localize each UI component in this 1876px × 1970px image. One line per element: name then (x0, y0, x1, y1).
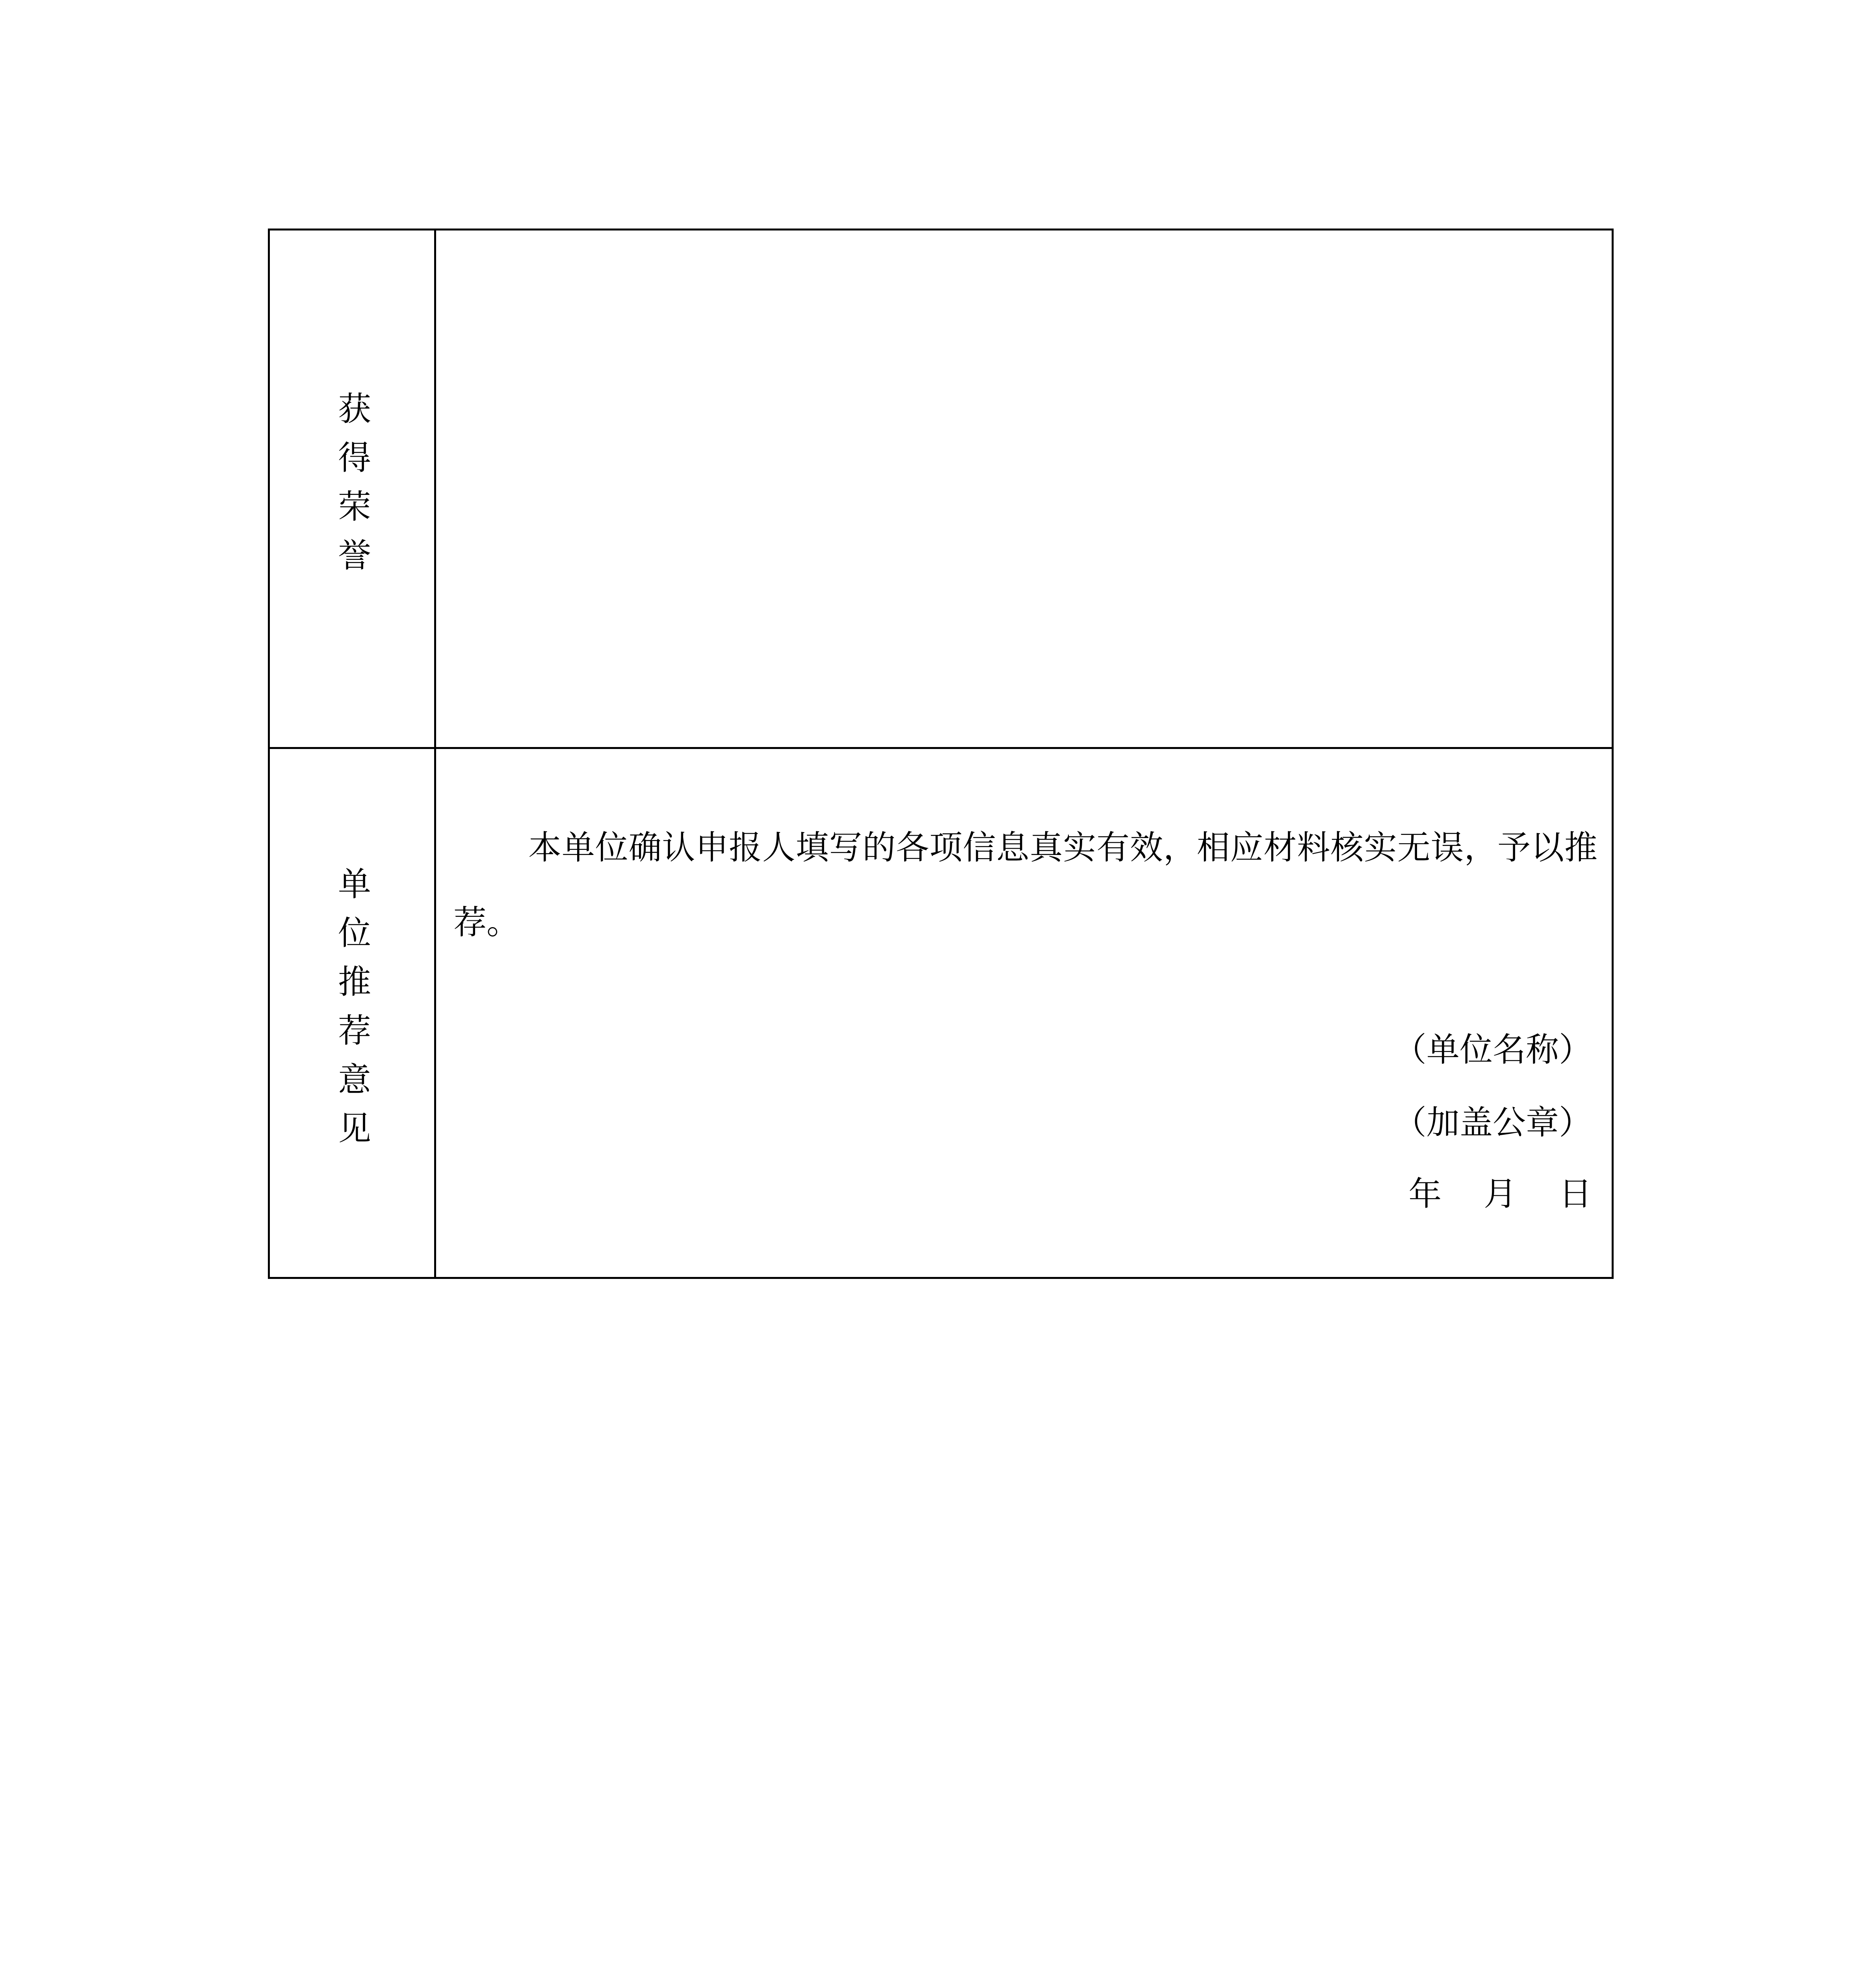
recommendation-label: 单位推荐意见 (332, 866, 371, 1160)
recommendation-form-table (268, 229, 1614, 1279)
official-seal-placeholder: （加盖公章） (1393, 1103, 1592, 1142)
date-line: 年 月 日 (1408, 1175, 1592, 1213)
honors-row (270, 230, 1612, 749)
recommendation-content-cell (436, 749, 1612, 1277)
recommendation-label-cell (270, 749, 436, 1277)
honors-content-cell[interactable] (436, 230, 1612, 747)
unit-name-placeholder: （单位名称） (1393, 1030, 1592, 1069)
honors-label-cell (270, 230, 436, 747)
honors-label: 获得荣誉 (332, 391, 371, 587)
recommendation-row (270, 749, 1612, 1277)
recommendation-statement: 本单位确认申报人填写的各项信息真实有效，相应材料核实无误，予以推荐。 (453, 828, 1597, 942)
